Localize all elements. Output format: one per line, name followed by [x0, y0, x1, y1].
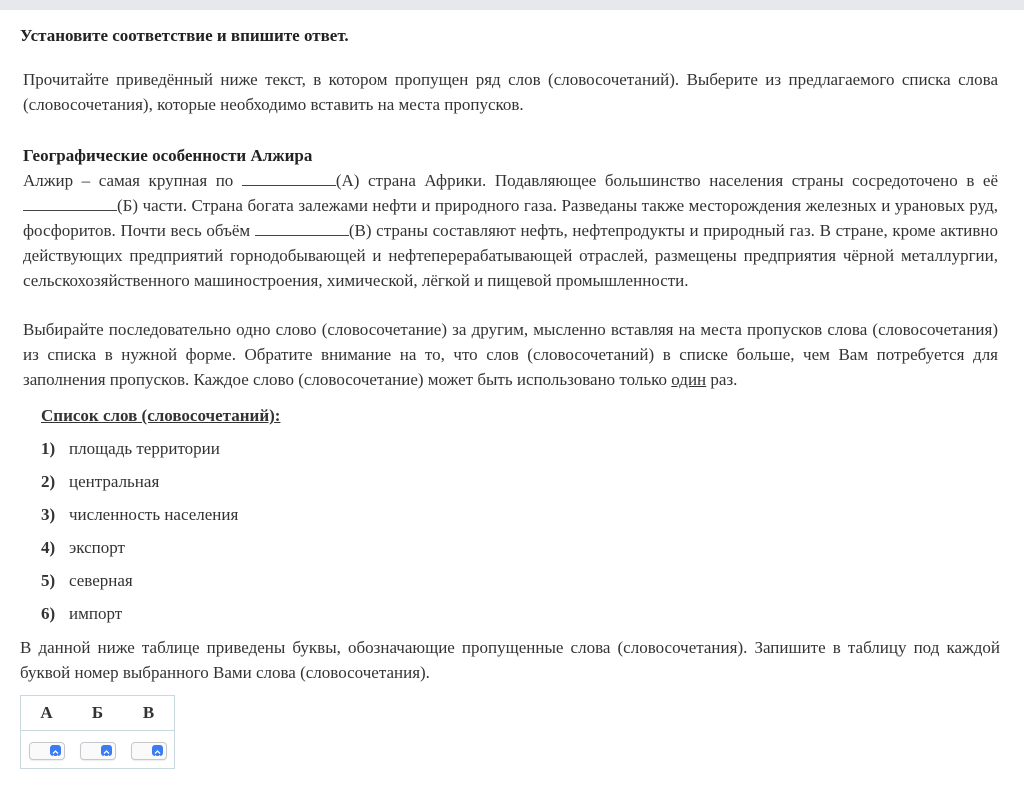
list-item-text: северная	[69, 571, 133, 590]
list-item-number: 3)	[41, 505, 56, 524]
list-item-number: 2)	[41, 472, 56, 491]
list-item	[41, 503, 238, 536]
list-item	[41, 437, 238, 470]
instruction-text	[23, 317, 998, 392]
list-item-text: численность населения	[69, 505, 239, 524]
gap-a	[242, 170, 336, 186]
answer-table-input-row	[21, 731, 175, 769]
column-header-b: Б	[91, 703, 104, 722]
list-item	[41, 470, 238, 503]
list-item-number: 5)	[41, 571, 56, 590]
answer-cell-c	[123, 731, 175, 769]
instruction-main: Выбирайте последовательно одно слово (словосочетание) за другим, мысленно вставляя на места пропусков слова (словосочетания) из списка в нужной форме. Обратите внимание на то, что слов (словосочетаний) в списке больше, чем Вам потребуется для заполнения пропусков. Каждое слово (словосочетание) может быть использовано только	[23, 320, 998, 389]
answer-select-a[interactable]	[29, 742, 65, 760]
gap-c	[255, 220, 349, 236]
list-item-number: 6)	[41, 604, 56, 623]
list-item	[41, 602, 238, 635]
answer-select-b[interactable]	[80, 742, 116, 760]
answer-select-c[interactable]	[131, 742, 167, 760]
passage-part-1: Алжир – самая крупная по	[23, 171, 242, 190]
passage-text	[23, 168, 998, 293]
instruction-emphasis: один	[671, 370, 707, 389]
answer-cell-b	[72, 731, 123, 769]
instruction-end: раз.	[706, 370, 738, 389]
passage-part-3: (Б) части. Страна богата залежами нефти и природного газа. Разведаны также месторождения железных и урановых руд, фосфоритов. Почти весь объём	[23, 196, 998, 240]
select-arrows-icon	[152, 745, 163, 756]
passage-part-2: (А) страна Африки. Подавляющее большинство населения страны сосредоточено в её	[335, 171, 998, 190]
top-bar	[0, 0, 1024, 10]
task-title: Установите соответствие и впишите ответ.	[20, 26, 349, 45]
list-item-number: 1)	[41, 439, 56, 458]
list-item-text: площадь территории	[69, 439, 220, 458]
select-arrows-icon	[101, 745, 112, 756]
select-arrows-icon	[50, 745, 61, 756]
column-header-a: А	[40, 703, 53, 722]
answer-table-header-row	[21, 696, 175, 731]
list-item-text: экспорт	[69, 538, 125, 557]
list-item	[41, 569, 238, 602]
list-item	[41, 536, 238, 569]
list-item-number: 4)	[41, 538, 56, 557]
answer-cell-a	[21, 731, 73, 769]
word-list	[41, 437, 238, 635]
passage-heading: Географические особенности Алжира	[23, 146, 313, 165]
list-item-text: центральная	[69, 472, 160, 491]
passage-part-4: (В) страны составляют нефть, нефтепродукты и природный газ. В стране, кроме активно действующих предприятий горнодобывающей и нефтеперерабатывающей отраслей, размещены предприятия чёрной металлургии, сельскохозяйственного машиностроения, химической, лёгкой и пищевой промышленности.	[23, 221, 998, 290]
answer-table	[20, 695, 175, 769]
gap-b	[23, 195, 117, 211]
table-instruction-text: В данной ниже таблице приведены буквы, обозначающие пропущенные слова (словосочетания). Запишите в таблицу под каждой буквой номер выбранного Вами слова (словосочетания).	[20, 638, 1000, 682]
intro-text: Прочитайте приведённый ниже текст, в котором пропущен ряд слов (словосочетаний). Выберите из предлагаемого списка слова (словосочетания), которые необходимо вставить на места пропусков.	[23, 70, 998, 114]
list-item-text: импорт	[69, 604, 123, 623]
column-header-c: В	[142, 703, 155, 722]
word-list-title: Список слов (словосочетаний):	[41, 406, 281, 425]
